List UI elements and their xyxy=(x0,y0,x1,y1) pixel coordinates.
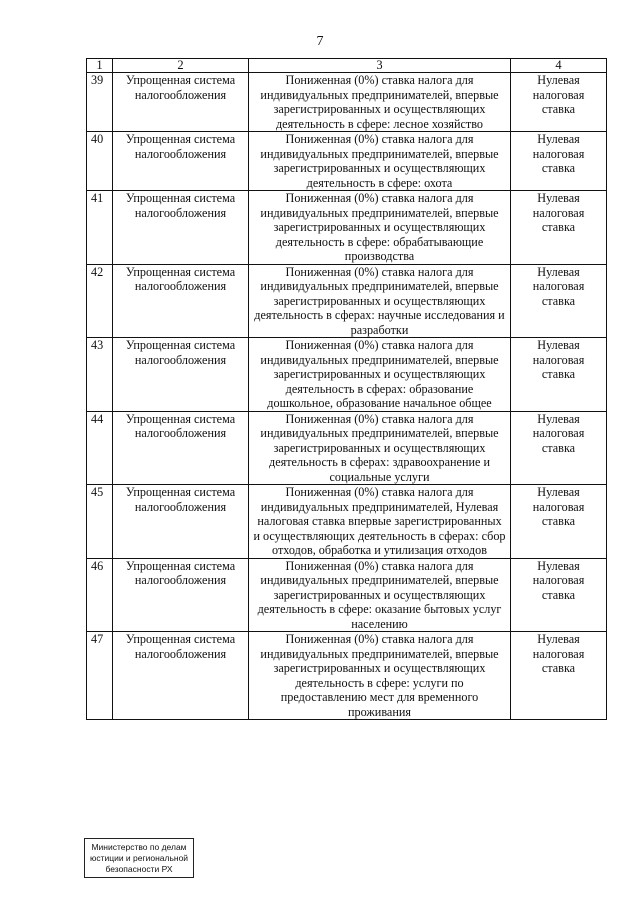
table-row xyxy=(87,632,607,720)
row-number: 44 xyxy=(87,411,113,485)
table-row xyxy=(87,411,607,485)
measure-cell: Пониженная (0%) ставка налога для индивидуальных предпринимателей, впервые зарегистрированных и осуществляющих деятельность в сфере: охота xyxy=(249,132,511,191)
row-number: 42 xyxy=(87,264,113,338)
tax-regime-cell: Упрощенная система налогообложения xyxy=(113,558,249,632)
table-row xyxy=(87,191,607,265)
result-cell: Нулевая налоговая ставка xyxy=(511,73,607,132)
table-row xyxy=(87,558,607,632)
tax-regime-cell: Упрощенная система налогообложения xyxy=(113,264,249,338)
tax-regime-cell: Упрощенная система налогообложения xyxy=(113,338,249,412)
measure-cell: Пониженная (0%) ставка налога для индивидуальных предпринимателей, впервые зарегистрированных и осуществляющих деятельность в сферах: образование дошкольное, образование начальное общее xyxy=(249,338,511,412)
row-number: 39 xyxy=(87,73,113,132)
result-cell: Нулевая налоговая ставка xyxy=(511,485,607,559)
table-row xyxy=(87,338,607,412)
result-cell: Нулевая налоговая ставка xyxy=(511,132,607,191)
measure-cell: Пониженная (0%) ставка налога для индивидуальных предпринимателей, Нулевая налоговая ставка впервые зарегистрированных и осуществляющих деятельность в сферах: сбор отходов, обработка и утилизация отходов xyxy=(249,485,511,559)
row-number: 47 xyxy=(87,632,113,720)
column-header: 1 xyxy=(87,59,113,73)
table-row xyxy=(87,132,607,191)
result-cell: Нулевая налоговая ставка xyxy=(511,264,607,338)
result-cell: Нулевая налоговая ставка xyxy=(511,632,607,720)
result-cell: Нулевая налоговая ставка xyxy=(511,191,607,265)
tax-regime-cell: Упрощенная система налогообложения xyxy=(113,132,249,191)
column-header: 4 xyxy=(511,59,607,73)
row-number: 40 xyxy=(87,132,113,191)
row-number: 43 xyxy=(87,338,113,412)
result-cell: Нулевая налоговая ставка xyxy=(511,558,607,632)
tax-regime-cell: Упрощенная система налогообложения xyxy=(113,73,249,132)
table-row xyxy=(87,73,607,132)
measure-cell: Пониженная (0%) ставка налога для индивидуальных предпринимателей, впервые зарегистрированных и осуществляющих деятельность в сфере: оказание бытовых услуг населению xyxy=(249,558,511,632)
row-number: 46 xyxy=(87,558,113,632)
tax-regime-cell: Упрощенная система налогообложения xyxy=(113,191,249,265)
measure-cell: Пониженная (0%) ставка налога для индивидуальных предпринимателей, впервые зарегистрированных и осуществляющих деятельность в сфере: обрабатывающие производства xyxy=(249,191,511,265)
result-cell: Нулевая налоговая ставка xyxy=(511,411,607,485)
measure-cell: Пониженная (0%) ставка налога для индивидуальных предпринимателей, впервые зарегистрированных и осуществляющих деятельность в сфере: лесное хозяйство xyxy=(249,73,511,132)
tax-table xyxy=(86,58,607,720)
row-number: 45 xyxy=(87,485,113,559)
column-header: 2 xyxy=(113,59,249,73)
tax-regime-cell: Упрощенная система налогообложения xyxy=(113,411,249,485)
row-number: 41 xyxy=(87,191,113,265)
tax-regime-cell: Упрощенная система налогообложения xyxy=(113,632,249,720)
tax-regime-cell: Упрощенная система налогообложения xyxy=(113,485,249,559)
table-row xyxy=(87,485,607,559)
ministry-stamp: Министерство по делам юстиции и региональной безопасности РХ xyxy=(84,838,194,878)
measure-cell: Пониженная (0%) ставка налога для индивидуальных предпринимателей, впервые зарегистрированных и осуществляющих деятельность в сферах: научные исследования и разработки xyxy=(249,264,511,338)
table-row xyxy=(87,264,607,338)
table-header-row xyxy=(87,59,607,73)
page-number: 7 xyxy=(316,34,324,49)
measure-cell: Пониженная (0%) ставка налога для индивидуальных предпринимателей, впервые зарегистрированных и осуществляющих деятельность в сферах: здравоохранение и социальные услуги xyxy=(249,411,511,485)
measure-cell: Пониженная (0%) ставка налога для индивидуальных предпринимателей, впервые зарегистрированных и осуществляющих деятельность в сфере: услуги по предоставлению мест для временного проживания xyxy=(249,632,511,720)
column-header: 3 xyxy=(249,59,511,73)
result-cell: Нулевая налоговая ставка xyxy=(511,338,607,412)
